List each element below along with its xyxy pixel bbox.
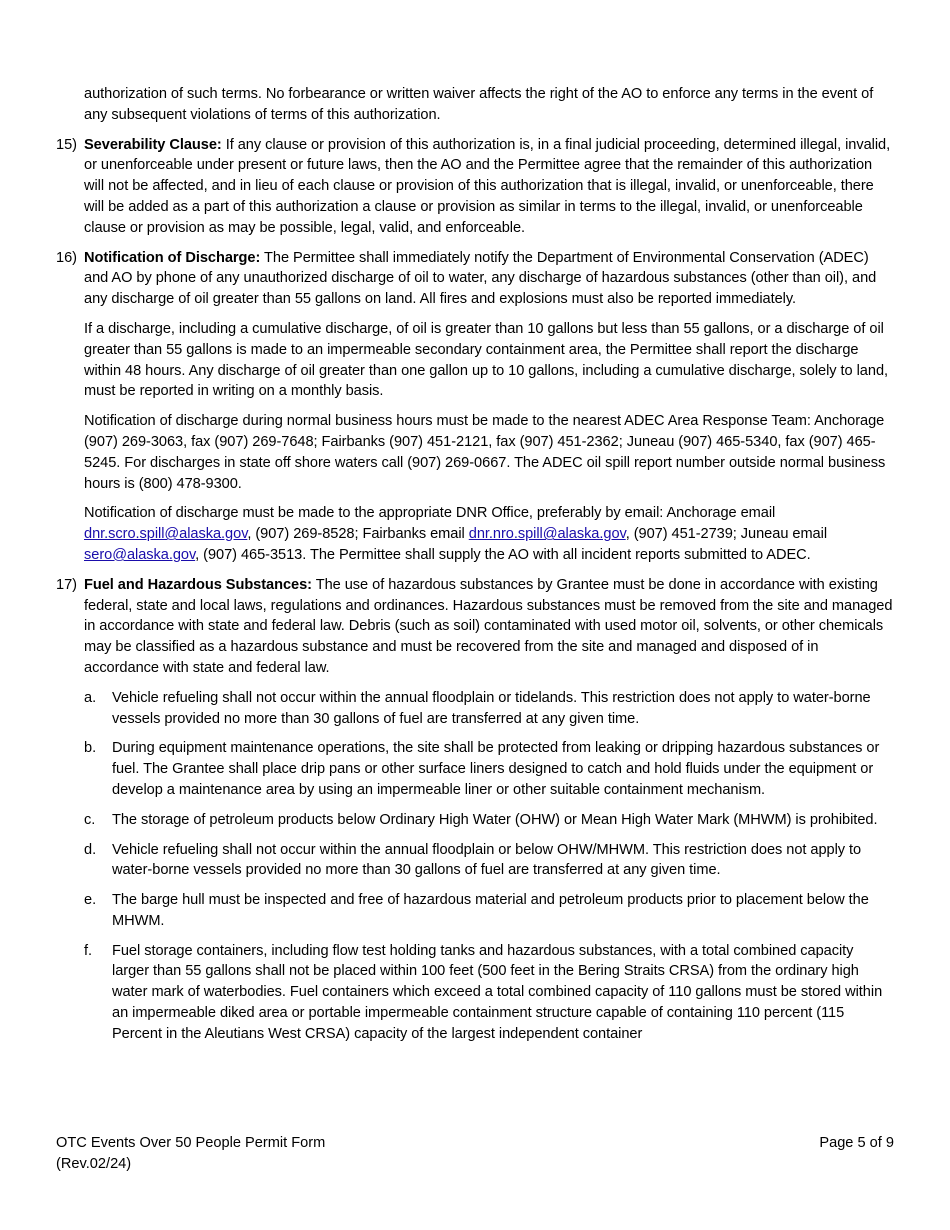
clause-heading: Fuel and Hazardous Substances: (84, 576, 312, 593)
page-content (56, 84, 894, 1054)
sub-item-d (84, 840, 894, 882)
clause-paragraph (84, 503, 894, 565)
sub-item-b (84, 738, 894, 800)
clause-17 (56, 575, 894, 1045)
sub-item-f (84, 941, 894, 1045)
text-run: , (907) 451-2739; Juneau email (625, 526, 828, 543)
clause-number: 17) (56, 576, 77, 593)
clause-paragraph: If a discharge, including a cumulative discharge, of oil is greater than 10 gallons but less than 55 gallons, or a discharge of oil greater than 55 gallons is made to an impermeable secondary containment area, the Permittee shall report the discharge within 48 hours. Any discharge of oil greater than one gallon up to 10 gallons, including a cumulative discharge, solely to land, must be reported in writing on a monthly basis. (84, 320, 889, 400)
clause-15 (56, 135, 894, 239)
sub-item-a (84, 688, 894, 730)
continued-paragraph: authorization of such terms. No forbearance or written waiver affects the right of the AO to enforce any terms in the event of any subsequent violations of terms of this authorization. (84, 86, 874, 123)
clause-text: If any clause or provision of this authorization is, in a final judicial proceeding, determined illegal, invalid, or unenforceable under present or future laws, then the AO and the Permittee agree that the remainder of this authorization will not be affected, and in lieu of each clause or provision of this authorization that is illegal, invalid, or unenforceable, there will be added as a part of this authorization a clause or provision as similar in terms to the illegal, invalid, or unenforceable clause or provision as may be possible, legal, valid, and enforceable. (84, 136, 891, 236)
footer-form-name: OTC Events Over 50 People Permit Form (56, 1135, 326, 1151)
sub-item-letter: e. (84, 892, 97, 909)
anchorage-email-link[interactable]: dnr.scro.spill@alaska.gov (84, 526, 248, 543)
sub-item-letter: a. (84, 689, 97, 706)
sub-item-text: Fuel storage containers, including flow test holding tanks and hazardous substances, with a total combined capacity larger than 55 gallons shall not be placed within 100 feet (500 feet in the Bering Straits CRSA) from the ordinary high water mark of waterbodies. Fuel containers which exceed a total combined capacity of 110 gallons must be stored within an impermeable diked area or portable impermeable containment structure capable of containing 110 percent (115 Percent in the Aleutians West CRSA) capacity of the largest independent container (112, 942, 883, 1042)
clause-paragraph (84, 248, 894, 310)
sub-item-text: The barge hull must be inspected and free of hazardous material and petroleum products prior to placement below the MHWM. (112, 892, 869, 929)
clause-body (84, 135, 894, 239)
sub-item-letter: b. (84, 740, 97, 757)
text-run: Notification of discharge must be made to the appropriate DNR Office, preferably by email: Anchorage email (84, 505, 776, 522)
clause-paragraph: Notification of discharge during normal business hours must be made to the nearest ADEC Area Response Team: Anchorage (907) 269-3063, fax (907) 269-7648; Fairbanks (907) 451-2121, fax (907) 451-2362; Juneau (907) 465-5340, fax (907) 465-5245. For discharges in state off shore waters call (907) 269-0667. The ADEC oil spill report number outside normal business hours is (800) 478-9300. (84, 413, 886, 492)
sub-item-text: The storage of petroleum products below Ordinary High Water (OHW) or Mean High Water Mark (MHWM) is prohibited. (112, 811, 878, 828)
text-run: , (907) 269-8528; Fairbanks email (247, 526, 469, 543)
sub-item-text: Vehicle refueling shall not occur within the annual floodplain or below OHW/MHWM. This restriction does not apply to water-borne vessels provided no more than 30 gallons of fuel are transferred at any given time. (112, 841, 862, 879)
fairbanks-email-link[interactable]: dnr.nro.spill@alaska.gov (468, 526, 626, 543)
clause-paragraph (84, 575, 894, 679)
clause-body (84, 248, 894, 566)
footer-form-info (56, 1133, 325, 1175)
footer-revision: (Rev.02/24) (56, 1155, 132, 1172)
sub-item-letter: d. (84, 841, 97, 858)
footer-page-number: Page 5 of 9 (819, 1135, 894, 1151)
clause-paragraph (84, 135, 894, 239)
clause-heading: Notification of Discharge: (84, 249, 261, 266)
clause-16 (56, 248, 894, 566)
sub-item-e (84, 890, 894, 932)
clause-number: 15) (56, 136, 77, 153)
clause-heading: Severability Clause: (84, 136, 222, 153)
clause-text: The Permittee shall immediately notify the Department of Environmental Conservation (ADEC) and AO by phone of any unauthorized discharge of oil to water, any discharge of hazardous substances (other than oil), and any discharge of oil greater than 55 gallons on land. All fires and explosions must also be reported immediately. (84, 249, 877, 308)
sub-item-text: Vehicle refueling shall not occur within the annual floodplain or tidelands. This restriction does not apply to water-borne vessels provided no more than 30 gallons of fuel are transferred at any given time. (112, 689, 871, 727)
sub-item-c (84, 810, 894, 831)
sub-item-text: During equipment maintenance operations, the site shall be protected from leaking or dripping hazardous substances or fuel. The Grantee shall place drip pans or other surface liners designed to catch and hold fluids under the equipment or develop a maintenance area by using an impermeable liner or other suitable containment mechanism. (112, 740, 880, 798)
sub-item-letter: c. (84, 811, 96, 828)
clause-text: The use of hazardous substances by Grantee must be done in accordance with existing federal, state and local laws, regulations and ordinances. Hazardous substances must be removed from the site and managed in accordance with state and federal law. Debris (such as soil) contaminated with used motor oil, solvents, or other chemicals may be classified as a hazardous substance and must be recovered from the site and managed and disposed of in accordance with state and federal law. (84, 576, 893, 676)
clause-number: 16) (56, 249, 77, 266)
sub-item-letter: f. (84, 942, 93, 959)
juneau-email-link[interactable]: sero@alaska.gov (84, 546, 196, 563)
clause-body (84, 575, 894, 1045)
text-run: , (907) 465-3513. The Permittee shall supply the AO with all incident reports submitted to ADEC. (195, 546, 811, 563)
